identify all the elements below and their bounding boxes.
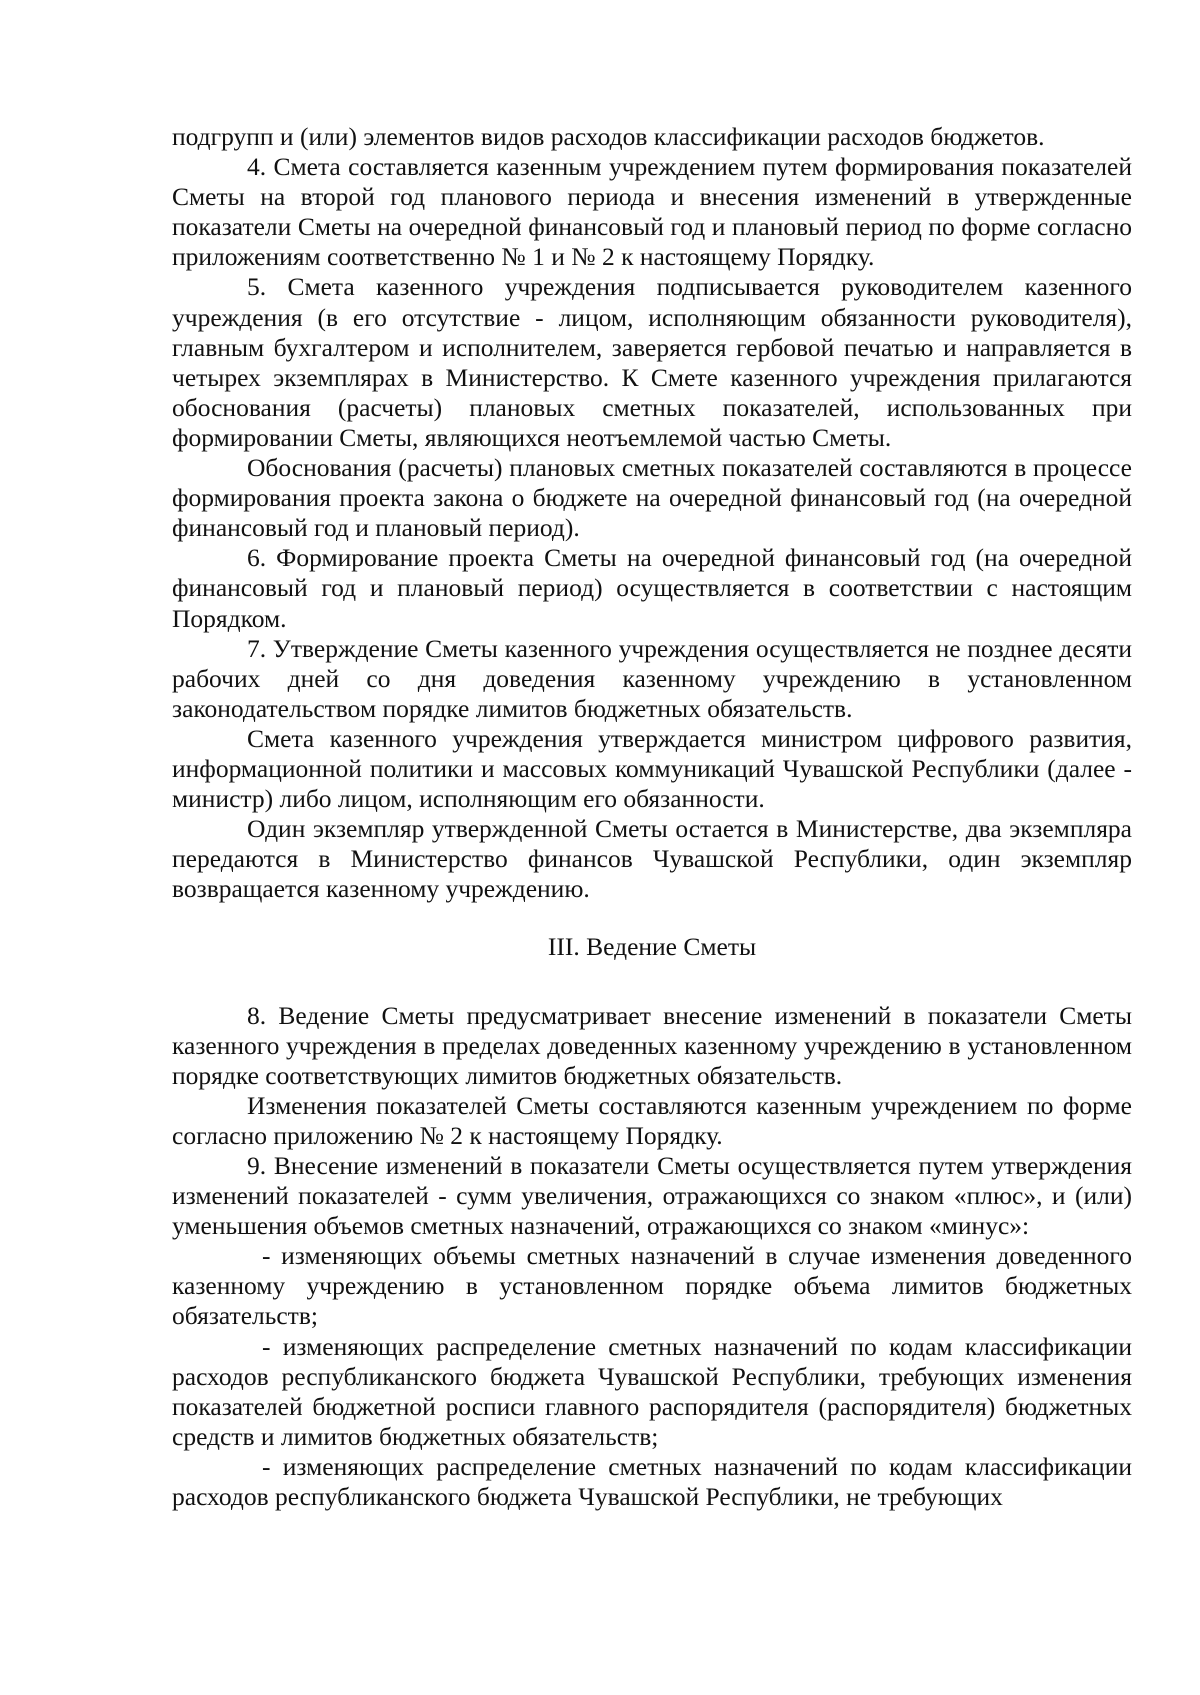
section-heading: III. Ведение Сметы: [547, 932, 757, 962]
paragraph-item-4: 4. Смета составляется казенным учреждением путем формирования показателей Сметы на второй год планового периода и внесения изменений в утвержденные показатели Сметы на очередной финансовый год и плановый период по форме согласно приложениям соответственно № 1 и № 2 к настоящему Порядку.: [172, 152, 1132, 272]
paragraph-item-7: 7. Утверждение Сметы казенного учреждения осуществляется не позднее десяти рабочих дней со дня доведения казенному учреждению в установленном законодательством порядке лимитов бюджетных обязательств.: [172, 633, 1132, 723]
paragraph-item-6: 6. Формирование проекта Сметы на очередной финансовый год (на очередной финансовый год и плановый период) осуществляется в соответствии с настоящим Порядком.: [172, 543, 1132, 633]
paragraph-justifications: Обоснования (расчеты) плановых сметных показателей составляются в процессе формирования проекта закона о бюджете на очередной финансовый год (на очередной финансовый год и плановый период).: [172, 453, 1132, 543]
list-item: - изменяющих объемы сметных назначений в случае изменения доведенного казенному учреждению в установленном порядке объема лимитов бюджетных обязательств;: [172, 1241, 1132, 1331]
paragraph-changes-form: Изменения показателей Сметы составляются казенным учреждением по форме согласно приложению № 2 к настоящему Порядку.: [172, 1090, 1132, 1150]
paragraph-item-8: 8. Ведение Сметы предусматривает внесение изменений в показатели Сметы казенного учреждения в пределах доведенных казенному учреждению в установленном порядке соответствующих лимитов бюджетных обязательств.: [172, 1000, 1132, 1090]
paragraph-copies: Один экземпляр утвержденной Сметы остается в Министерстве, два экземпляра передаются в Министерство финансов Чувашской Республики, один экземпляр возвращается казенному учреждению.: [172, 814, 1132, 904]
paragraph-item-9: 9. Внесение изменений в показатели Сметы осуществляется путем утверждения изменений показателей - сумм увеличения, отражающихся со знаком «плюс», и (или) уменьшения объемов сметных назначений, отражающихся со знаком «минус»:: [172, 1151, 1132, 1241]
list-item: - изменяющих распределение сметных назначений по кодам классификации расходов республиканского бюджета Чувашской Республики, не требующих: [172, 1451, 1132, 1512]
paragraph-item-5: 5. Смета казенного учреждения подписывается руководителем казенного учреждения (в его отсутствие - лицом, исполняющим обязанности руководителя), главным бухгалтером и исполнителем, заверяется гербовой печатью и направляется в четырех экземплярах в Министерство. К Смете казенного учреждения прилагаются обоснования (расчеты) плановых сметных показателей, использованных при формировании Сметы, являющихся неотъемлемой частью Сметы.: [172, 272, 1132, 452]
paragraph-approval: Смета казенного учреждения утверждается министром цифрового развития, информационной политики и массовых коммуникаций Чувашской Республики (далее - министр) либо лицом, исполняющим его обязанности.: [172, 723, 1132, 814]
list-item: - изменяющих распределение сметных назначений по кодам классификации расходов республиканского бюджета Чувашской Республики, требующих изменения показателей бюджетной росписи главного распорядителя (распорядителя) бюджетных средств и лимитов бюджетных обязательств;: [172, 1331, 1132, 1451]
paragraph-continuation: подгрупп и (или) элементов видов расходов классификации расходов бюджетов.: [172, 122, 1045, 151]
document-body: [172, 122, 1132, 1512]
